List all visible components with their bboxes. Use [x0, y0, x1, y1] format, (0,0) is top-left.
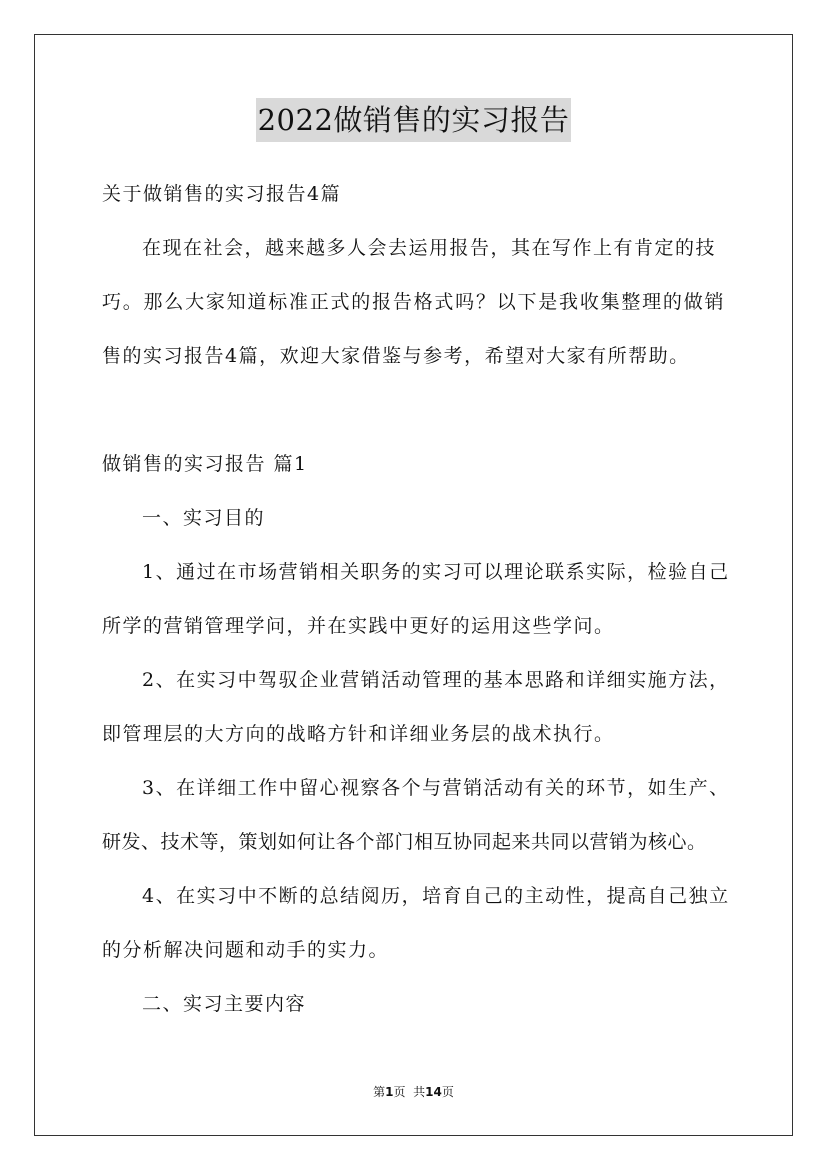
footer-page-number: 1	[385, 1085, 394, 1099]
document-subtitle: 关于做销售的实习报告4篇	[102, 183, 342, 205]
title-container	[0, 98, 827, 142]
intro-line-1: 在现在社会，越来越多人会去运用报告，其在写作上有肯定的技	[142, 237, 717, 259]
footer-total-suffix: 页	[441, 1085, 454, 1099]
footer-prefix: 第	[373, 1085, 386, 1099]
intro-line-3: 售的实习报告4篇，欢迎大家借鉴与参考，希望对大家有所帮助。	[102, 345, 690, 367]
footer-page-suffix: 页	[393, 1085, 406, 1099]
item3-line-1: 3、在详细工作中留心视察各个与营销活动有关的环节，如生产、	[142, 777, 730, 799]
part2-heading: 二、实习主要内容	[142, 993, 307, 1015]
part1-heading: 一、实习目的	[142, 507, 266, 529]
intro-line-2: 巧。那么大家知道标准正式的报告格式吗？以下是我收集整理的做销	[102, 291, 725, 313]
item4-line-2: 的分析解决问题和动手的实力。	[102, 939, 390, 961]
footer-total-pages: 14	[425, 1085, 442, 1099]
item3-line-2: 研发、技术等，策划如何让各个部门相互协同起来共同以营销为核心。	[102, 831, 707, 853]
item2-line-2: 即管理层的大方向的战略方针和详细业务层的战术执行。	[102, 723, 615, 745]
item1-line-1: 1、通过在市场营销相关职务的实习可以理论联系实际，检验自己	[142, 561, 730, 583]
item1-line-2: 所学的营销管理学问，并在实践中更好的运用这些学问。	[102, 615, 615, 637]
item2-line-1: 2、在实习中驾驭企业营销活动管理的基本思路和详细实施方法，	[142, 669, 730, 691]
item4-line-1: 4、在实习中不断的总结阅历，培育自己的主动性，提高自己独立	[142, 885, 730, 907]
section-heading: 做销售的实习报告 篇1	[102, 453, 308, 475]
document-title: 2022做销售的实习报告	[256, 98, 572, 142]
footer-total-prefix: 共	[413, 1085, 426, 1099]
page-footer	[0, 1084, 827, 1100]
